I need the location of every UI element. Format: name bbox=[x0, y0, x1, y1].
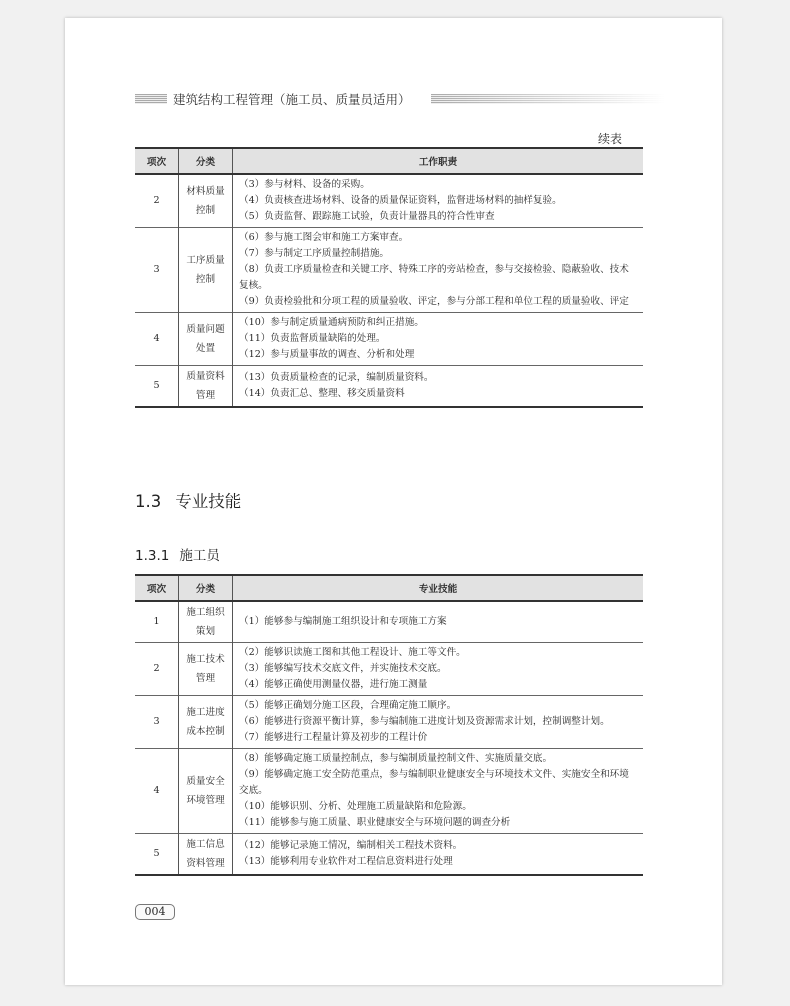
section-number: 1.3 bbox=[135, 492, 162, 511]
table-row bbox=[135, 601, 643, 643]
subsection-title: 施工员 bbox=[179, 548, 220, 564]
category-line: 成本控制 bbox=[186, 726, 225, 737]
category-line: 材料质量 bbox=[186, 186, 225, 197]
row-category bbox=[179, 174, 233, 228]
row-number: 3 bbox=[135, 696, 179, 749]
table-row bbox=[135, 696, 643, 749]
list-item: （9）能够确定施工安全防范重点，参与编制职业健康安全与环境技术文件、实施安全和环境交底。 bbox=[239, 769, 629, 796]
list-item: （11）能够参与施工质量、职业健康安全与环境问题的调查分析 bbox=[239, 817, 511, 828]
row-number: 4 bbox=[135, 749, 179, 834]
row-items bbox=[233, 313, 644, 366]
subsection-heading bbox=[135, 544, 220, 564]
column-header-duties: 工作职责 bbox=[233, 148, 644, 174]
category-line: 施工进度 bbox=[186, 707, 225, 718]
header-rule-left bbox=[135, 94, 167, 104]
row-items bbox=[233, 696, 644, 749]
row-items bbox=[233, 174, 644, 228]
row-category bbox=[179, 749, 233, 834]
list-item: （5）能够正确划分施工区段，合理确定施工顺序。 bbox=[239, 700, 457, 711]
list-item: （7）能够进行工程量计算及初步的工程计价 bbox=[239, 732, 428, 743]
section-heading bbox=[135, 488, 241, 512]
list-item: （1）能够参与编制施工组织设计和专项施工方案 bbox=[239, 616, 447, 627]
category-line: 资料管理 bbox=[186, 858, 225, 869]
list-item: （9）负责检验批和分项工程的质量验收、评定，参与分部工程和单位工程的质量验收、评定 bbox=[239, 296, 629, 307]
row-category bbox=[179, 601, 233, 643]
row-items bbox=[233, 643, 644, 696]
list-item: （14）负责汇总、整理、移交质量资料 bbox=[239, 388, 405, 399]
list-item: （12）能够记录施工情况，编制相关工程技术资料。 bbox=[239, 840, 463, 851]
list-item: （4）负责核查进场材料、设备的质量保证资料，监督进场材料的抽样复验。 bbox=[239, 195, 562, 206]
skills-table bbox=[135, 574, 643, 876]
table-row bbox=[135, 749, 643, 834]
column-header-no: 项次 bbox=[135, 575, 179, 601]
row-number: 2 bbox=[135, 643, 179, 696]
list-item: （11）负责监督质量缺陷的处理。 bbox=[239, 333, 386, 344]
column-header-skills: 专业技能 bbox=[233, 575, 644, 601]
row-number: 4 bbox=[135, 313, 179, 366]
row-number: 3 bbox=[135, 228, 179, 313]
category-line: 质量问题 bbox=[186, 324, 225, 335]
list-item: （12）参与质量事故的调查、分析和处理 bbox=[239, 349, 415, 360]
category-line: 施工技术 bbox=[186, 654, 225, 665]
list-item: （8）负责工序质量检查和关键工序、特殊工序的旁站检查，参与交接检验、隐蔽验收、技术复核。 bbox=[239, 264, 629, 291]
list-item: （5）负责监督、跟踪施工试验，负责计量器具的符合性审查 bbox=[239, 211, 495, 222]
category-line: 质量安全 bbox=[186, 776, 225, 787]
column-header-category: 分类 bbox=[179, 575, 233, 601]
continued-label: 续表 bbox=[598, 132, 623, 146]
category-line: 策划 bbox=[195, 626, 216, 637]
table-row bbox=[135, 174, 643, 228]
running-header-title: 建筑结构工程管理（施工员、质量员适用） bbox=[173, 92, 411, 107]
row-category bbox=[179, 834, 233, 876]
row-items bbox=[233, 601, 644, 643]
row-items bbox=[233, 749, 644, 834]
row-category bbox=[179, 366, 233, 408]
row-number: 5 bbox=[135, 366, 179, 408]
row-category bbox=[179, 313, 233, 366]
category-line: 施工组织 bbox=[186, 607, 225, 618]
category-line: 环境管理 bbox=[186, 795, 225, 806]
list-item: （6）参与施工图会审和施工方案审查。 bbox=[239, 232, 409, 243]
list-item: （6）能够进行资源平衡计算，参与编制施工进度计划及资源需求计划，控制调整计划。 bbox=[239, 716, 610, 727]
category-line: 处置 bbox=[195, 343, 216, 354]
page-number: 004 bbox=[135, 904, 175, 920]
category-line: 质量资料 bbox=[186, 371, 225, 382]
row-category bbox=[179, 696, 233, 749]
list-item: （3）参与材料、设备的采购。 bbox=[239, 179, 370, 190]
category-line: 管理 bbox=[195, 673, 216, 684]
table-row bbox=[135, 643, 643, 696]
table-row bbox=[135, 228, 643, 313]
category-line: 施工信息 bbox=[186, 839, 225, 850]
row-number: 2 bbox=[135, 174, 179, 228]
subsection-number: 1.3.1 bbox=[135, 548, 170, 564]
list-item: （10）参与制定质量通病预防和纠正措施。 bbox=[239, 317, 424, 328]
table-row bbox=[135, 313, 643, 366]
table-row bbox=[135, 834, 643, 876]
header-rule-right bbox=[431, 94, 665, 104]
section-title: 专业技能 bbox=[175, 492, 242, 511]
row-items bbox=[233, 228, 644, 313]
list-item: （7）参与制定工序质量控制措施。 bbox=[239, 248, 390, 259]
row-items bbox=[233, 366, 644, 408]
list-item: （10）能够识别、分析、处理施工质量缺陷和危险源。 bbox=[239, 801, 472, 812]
column-header-category: 分类 bbox=[179, 148, 233, 174]
row-category bbox=[179, 228, 233, 313]
row-number: 5 bbox=[135, 834, 179, 876]
row-category bbox=[179, 643, 233, 696]
list-item: （13）能够利用专业软件对工程信息资料进行处理 bbox=[239, 856, 453, 867]
row-number: 1 bbox=[135, 601, 179, 643]
row-items bbox=[233, 834, 644, 876]
list-item: （3）能够编写技术交底文件，并实施技术交底。 bbox=[239, 663, 447, 674]
list-item: （13）负责质量检查的记录，编制质量资料。 bbox=[239, 372, 434, 383]
table-row bbox=[135, 366, 643, 408]
category-line: 工序质量 bbox=[186, 255, 225, 266]
category-line: 控制 bbox=[195, 274, 216, 285]
running-header bbox=[135, 90, 665, 108]
category-line: 管理 bbox=[195, 390, 216, 401]
list-item: （8）能够确定施工质量控制点，参与编制质量控制文件、实施质量交底。 bbox=[239, 753, 553, 764]
duties-table bbox=[135, 147, 643, 408]
column-header-no: 项次 bbox=[135, 148, 179, 174]
list-item: （4）能够正确使用测量仪器，进行施工测量 bbox=[239, 679, 428, 690]
list-item: （2）能够识读施工图和其他工程设计、施工等文件。 bbox=[239, 647, 466, 658]
category-line: 控制 bbox=[195, 205, 216, 216]
